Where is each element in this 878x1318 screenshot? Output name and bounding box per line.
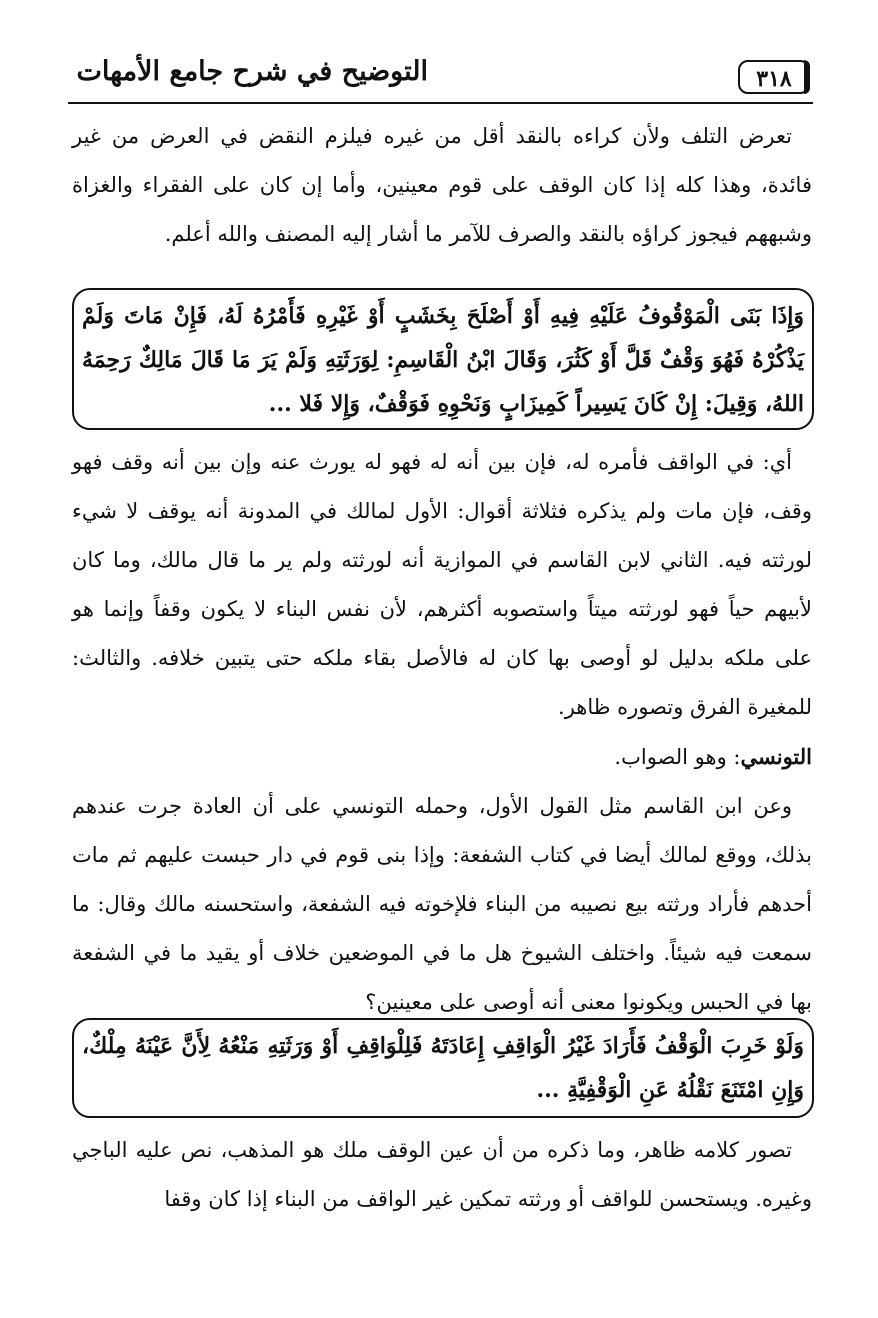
commentary-paragraph-2: أي: في الواقف فأمره له، فإن بين أنه له فهو له يورث عنه وإن بين أنه وقف فهو وقف، فإن مات ولم يذكره فثلاثة أقوال: الأول لمالك في المدونة أنه يوقف لا شيء لورثته فيه. الثاني لابن القاسم في الموازية أنه لورثته ولم ير ما قال مالك، وما كان لأبيهم حياً فهو لورثته ميتاً واستصوبه أكثرهم، لأن نفس البناء لا يكون وقفاً وإنما هو على ملكه بدليل لو أوصى بها كان له فالأصل بقاء ملكه حتى يتبين خلافه. والثالث: للمغيرة الفرق وتصوره ظاهر. التونسي: وهو الصواب. وعن ابن القاسم مثل القول الأول، وحمله التونسي على أن العادة جرت عندهم بذلك، ووقع لمالك أيضا في كتاب الشفعة: وإذا بنى قوم في دار حبست عليهم ثم مات أحدهم فأراد ورثته بيع نصيبه من البناء فلإخوته فيه الشفعة، واستحسنه مالك وقال: ما سمعت فيه شيئاً. واختلف الشيوخ هل ما في الموضعين خلاف أو يقيد ما في الشفعة بها في الحبس ويكونوا معنى أنه أوصى على معينين؟ bbox=[72, 438, 812, 1027]
page-number: ٣١٨ bbox=[738, 60, 810, 94]
commentary-paragraph-5: تصور كلامه ظاهر، وما ذكره من أن عين الوقف ملك هو المذهب، نص عليه الباجي وغيره. ويستحسن للواقف أو ورثته تمكين غير الواقف من البناء إذا كان وقفا bbox=[72, 1138, 812, 1211]
page-header bbox=[68, 50, 813, 104]
tunisi-label: التونسي bbox=[740, 744, 812, 769]
page-number-tab bbox=[804, 60, 810, 94]
matn-box-2 bbox=[72, 1018, 814, 1118]
commentary-paragraph-4: وعن ابن القاسم مثل القول الأول، وحمله التونسي على أن العادة جرت عندهم بذلك، ووقع لمالك أيضا في كتاب الشفعة: وإذا بنى قوم في دار حبست عليهم ثم مات أحدهم فأراد ورثته بيع نصيبه من البناء فلإخوته فيه الشفعة، واستحسنه مالك وقال: ما سمعت فيه شيئاً. واختلف الشيوخ هل ما في الموضعين خلاف أو يقيد ما في الشفعة بها في الحبس ويكونوا معنى أنه أوصى على معينين؟ bbox=[72, 794, 812, 1014]
matn-box-1 bbox=[72, 288, 814, 430]
book-title: التوضيح في شرح جامع الأمهات bbox=[76, 56, 428, 87]
commentary-paragraph-1: تعرض التلف ولأن كراءه بالنقد أقل من غيره فيلزم النقض في العرض من غير فائدة، وهذا كله إذا كان الوقف على قوم معينين، وأما إن كان على الفقراء والغزاة وشبههم فيجوز كراؤه بالنقد والصرف للآمر ما أشار إليه المصنف والله أعلم. bbox=[72, 124, 812, 246]
matn-text-1: وَإِذَا بَنَى الْمَوْقُوفُ عَلَيْهِ فِيهِ أَوْ أَصْلَحَ بِخَشَبٍ أَوْ غَيْرِهِ فَأَمْرُهُ لَهُ، فَإِنْ مَاتَ وَلَمْ يَذْكُرْهُ فَهُوَ وَقْفٌ قَلَّ أَوْ كَثُرَ، وَقَالَ ابْنُ الْقَاسِمِ: لِوَرَثَتِهِ وَلَمْ يَرَ مَا قَالَ مَالِكٌ رَحِمَهُ اللهُ، وَقِيلَ: إِنْ كَانَ يَسِيراً كَمِيزَابٍ وَنَحْوِهِ فَوَقْفٌ، وَإِلا فَلا ... bbox=[82, 303, 804, 417]
tunisi-text: : وهو الصواب. bbox=[614, 745, 741, 769]
matn-text-2: وَلَوْ خَرِبَ الْوَقْفُ فَأَرَادَ غَيْرُ الْوَاقِفِ إِعَادَتَهُ فَلِلْوَاقِفِ أَوْ وَرَثَتِهِ مَنْعُهُ لِأَنَّ عَيْنَهُ مِلْكٌ، وَإِنِ امْتَنَعَ نَقْلُهُ عَنِ الْوَقْفِيَّةِ ... bbox=[82, 1033, 804, 1103]
tunisi-line bbox=[72, 732, 812, 782]
